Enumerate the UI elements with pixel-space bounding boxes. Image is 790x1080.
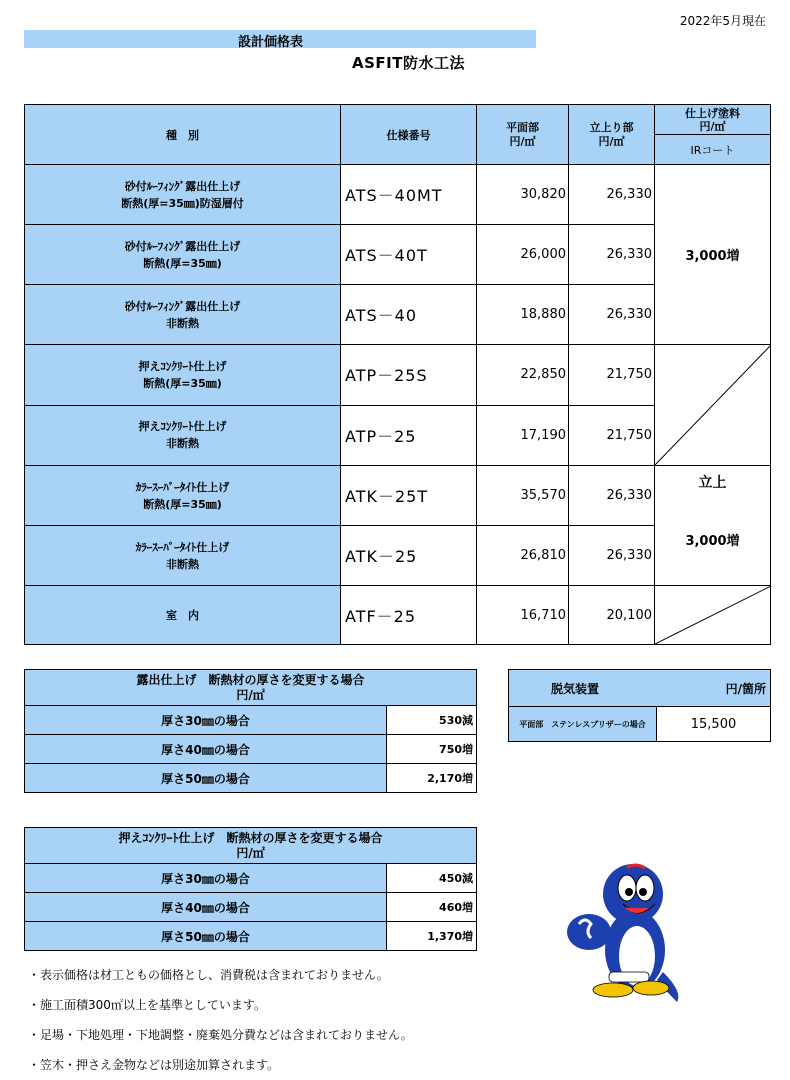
- row-kind: 室 内: [25, 586, 341, 645]
- row-code: ATS－40MT: [341, 165, 477, 225]
- degassing-unit: 円/箇所: [725, 682, 766, 696]
- header-spec: 仕様番号: [341, 105, 477, 165]
- table-row: [25, 893, 477, 922]
- row-flat: 16,710: [477, 586, 569, 645]
- notes: [28, 960, 413, 1080]
- row-flat: 26,000: [477, 225, 569, 285]
- row-flat: 26,810: [477, 526, 569, 586]
- option-value: 530減: [387, 706, 477, 735]
- header-kind: 種 別: [25, 105, 341, 165]
- degassing-title: 脱気装置: [551, 682, 600, 696]
- row-rise: 26,330: [569, 165, 655, 225]
- option-label: 厚さ40㎜の場合: [25, 735, 387, 764]
- header-finish: 仕上げ塗料 円/㎡: [655, 105, 771, 135]
- table-row: [25, 864, 477, 893]
- atk-extra-bottom: 3,000増: [685, 534, 740, 549]
- row-kind: ｶﾗｰｽｰﾊﾟｰﾀｲﾄ仕上げ 非断熱: [25, 526, 341, 586]
- row-rise: 20,100: [569, 586, 655, 645]
- row-code: ATK－25T: [341, 466, 477, 526]
- title-bar: [24, 30, 536, 48]
- row-code: ATP－25: [341, 405, 477, 466]
- row-rise: 21,750: [569, 345, 655, 406]
- atf-diagonal-cell: [655, 586, 771, 645]
- atp-diagonal-cell: [655, 345, 771, 466]
- note-item: ・表示価格は材工ともの価格とし、消費税は含まれておりません。: [28, 968, 389, 982]
- option-label: 厚さ30㎜の場合: [25, 706, 387, 735]
- row-code: ATP－25S: [341, 345, 477, 406]
- row-rise: 26,330: [569, 225, 655, 285]
- option-value: 2,170増: [387, 764, 477, 793]
- option-label: 厚さ50㎜の場合: [25, 764, 387, 793]
- table-row: [25, 922, 477, 951]
- option-label: 厚さ30㎜の場合: [25, 864, 387, 893]
- price-table: [24, 104, 771, 645]
- table-row: [509, 707, 771, 742]
- exposed-options-table: [24, 669, 477, 793]
- row-rise: 26,330: [569, 285, 655, 345]
- page-title: 設計価格表: [238, 35, 304, 50]
- row-rise: 26,330: [569, 526, 655, 586]
- row-kind: 砂付ﾙｰﾌｨﾝｸﾞ露出仕上げ 非断熱: [25, 285, 341, 345]
- note-item: ・足場・下地処理・下地調整・廃棄処分費などは含まれておりません。: [28, 1028, 413, 1042]
- degassing-table: [508, 669, 771, 742]
- row-flat: 22,850: [477, 345, 569, 406]
- concrete-options-table: [24, 827, 477, 951]
- row-code: ATF－25: [341, 586, 477, 645]
- row-flat: 18,880: [477, 285, 569, 345]
- atk-extra-top: 立上: [698, 475, 727, 491]
- header-rise: 立上り部 円/㎡: [569, 105, 655, 165]
- exposed-options-header: 露出仕上げ 断熱材の厚さを変更する場合 円/㎡: [25, 670, 477, 706]
- row-kind: 砂付ﾙｰﾌｨﾝｸﾞ露出仕上げ 断熱(厚=35㎜)防湿層付: [25, 165, 341, 225]
- option-value: 750増: [387, 735, 477, 764]
- row-kind: 押えｺﾝｸﾘｰﾄ仕上げ 断熱(厚=35㎜): [25, 345, 341, 406]
- row-flat: 35,570: [477, 466, 569, 526]
- table-row: [25, 586, 771, 645]
- option-label: 厚さ50㎜の場合: [25, 922, 387, 951]
- table-row: [25, 764, 477, 793]
- table-row: [25, 345, 771, 406]
- row-kind: 押えｺﾝｸﾘｰﾄ仕上げ 非断熱: [25, 405, 341, 466]
- option-value: 450減: [387, 864, 477, 893]
- ats-extra-price: 3,000増: [655, 165, 771, 345]
- header-flat: 平面部 円/㎡: [477, 105, 569, 165]
- degassing-price: 15,500: [657, 707, 771, 742]
- row-code: ATS－40T: [341, 225, 477, 285]
- row-code: ATS－40: [341, 285, 477, 345]
- row-kind: 砂付ﾙｰﾌｨﾝｸﾞ露出仕上げ 断熱(厚=35㎜): [25, 225, 341, 285]
- row-rise: 26,330: [569, 466, 655, 526]
- note-item: ・笠木・押さえ金物などは別途加算されます。: [28, 1058, 280, 1072]
- diagonal-line: [655, 586, 771, 644]
- table-row: [25, 466, 771, 526]
- mascot-bird-icon: [565, 852, 685, 1002]
- degassing-item: 平面部 ステンレスブリザーの場合: [509, 707, 657, 742]
- row-flat: 30,820: [477, 165, 569, 225]
- row-flat: 17,190: [477, 405, 569, 466]
- atk-extra-cell: [655, 466, 771, 586]
- option-value: 1,370増: [387, 922, 477, 951]
- concrete-options-header: 押えｺﾝｸﾘｰﾄ仕上げ 断熱材の厚さを変更する場合 円/㎡: [25, 828, 477, 864]
- table-row: [25, 706, 477, 735]
- row-rise: 21,750: [569, 405, 655, 466]
- degassing-header: [509, 670, 771, 707]
- diagonal-line: [655, 345, 771, 465]
- table-row: [25, 165, 771, 225]
- date-label: 2022年5月現在: [679, 14, 766, 28]
- header-ir: IRコート: [655, 135, 771, 165]
- option-value: 460増: [387, 893, 477, 922]
- table-row: [25, 735, 477, 764]
- option-label: 厚さ40㎜の場合: [25, 893, 387, 922]
- page-subtitle: ASFIT防水工法: [352, 54, 465, 72]
- note-item: ・施工面積300㎡以上を基準としています。: [28, 998, 266, 1012]
- row-kind: ｶﾗｰｽｰﾊﾟｰﾀｲﾄ仕上げ 断熱(厚=35㎜): [25, 466, 341, 526]
- row-code: ATK－25: [341, 526, 477, 586]
